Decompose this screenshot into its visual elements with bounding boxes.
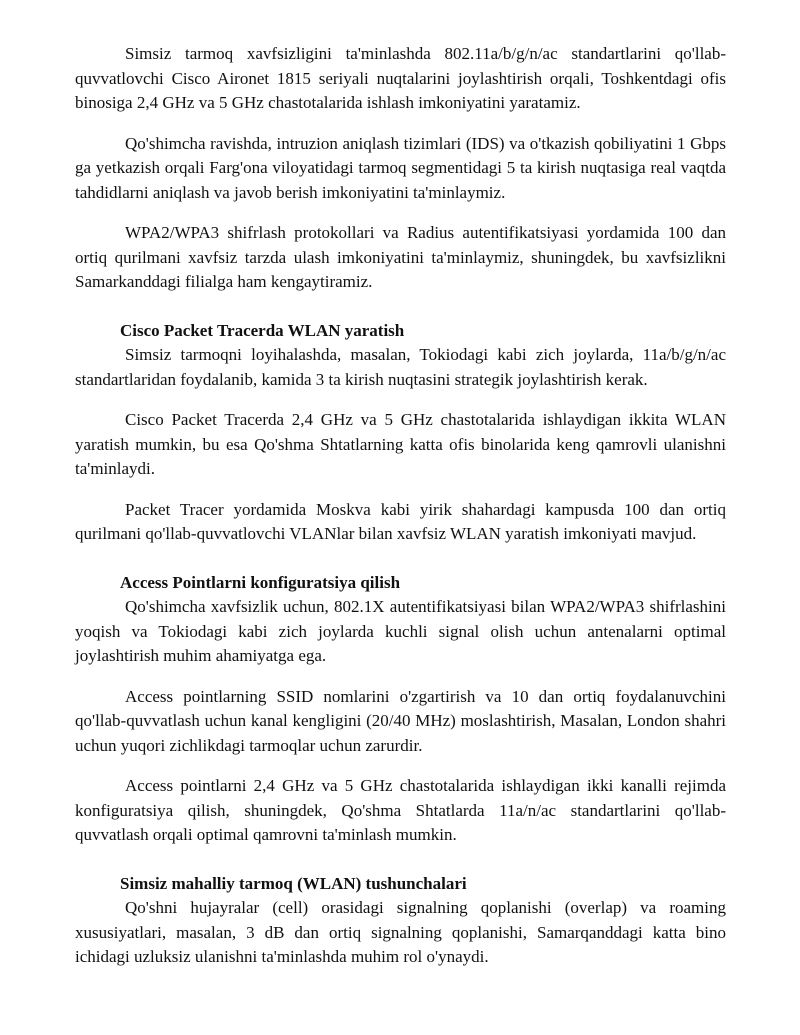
section-heading-wlan-concepts: Simsiz mahalliy tarmoq (WLAN) tushunchalari [120,873,467,893]
paragraph-wlan-concepts-1: Qo'shni hujayralar (cell) orasidagi signalning qoplanishi (overlap) va roaming xususiyatlari, masalan, 3 dB dan ortiq signalning qoplanishi, Samarqanddagi katta bino ichidagi uzluksiz ulanishni ta'minlashda muhim rol o'ynaydi. [75,898,726,966]
paragraph-intro-1: Simsiz tarmoq xavfsizligini ta'minlashda 802.11a/b/g/n/ac standartlarini qo'llab-quvvatlovchi Cisco Aironet 1815 seriyali nuqtalarini joylashtirish orqali, Toshkentdagi ofis binosiga 2,4 GHz va 5 GHz chastotalarida ishlash imkoniyatini yaratamiz. [75,44,726,112]
paragraph-packet-tracer-3: Packet Tracer yordamida Moskva kabi yirik shahardagi kampusda 100 dan ortiq qurilmani qo'llab-quvvatlovchi VLANlar bilan xavfsiz WLAN yaratish imkoniyati mavjud. [75,499,726,543]
paragraph-packet-tracer-2: Cisco Packet Tracerda 2,4 GHz va 5 GHz chastotalarida ishlaydigan ikkita WLAN yaratish mumkin, bu esa Qo'shma Shtatlarning katta ofis binolarida keng qamrovli ulanishni ta'minlaydi. [75,410,726,478]
document-page [75,42,726,970]
paragraph-intro-2: Qo'shimcha ravishda, intruzion aniqlash tizimlari (IDS) va o'tkazish qobiliyatini 1 Gbps ga yetkazish orqali Farg'ona viloyatidagi tarmoq segmentidagi 5 ta kirish nuqtasiga real vaqtda tahdidlarni aniqlash va javob berish imkoniyatini ta'minlaymiz. [75,133,726,202]
paragraph-access-points-1: Qo'shimcha xavfsizlik uchun, 802.1X autentifikatsiyasi bilan WPA2/WPA3 shifrlashini yoqish va Tokiodagi kabi zich joylarda kuchli signal olish uchun antenalarni optimal joylashtirish muhim ahamiyatga ega. [75,597,726,665]
section-heading-access-points: Access Pointlarni konfiguratsiya qilish [120,572,401,592]
paragraph-intro-3: WPA2/WPA3 shifrlash protokollari va Radius autentifikatsiyasi yordamida 100 dan ortiq qurilmani xavfsiz tarzda ulash imkoniyatini ta'minlaymiz, shuningdek, bu xavfsizlikni Samarkanddagi filialga ham kengaytiramiz. [75,223,726,291]
section-heading-packet-tracer: Cisco Packet Tracerda WLAN yaratish [120,320,405,340]
paragraph-access-points-2: Access pointlarning SSID nomlarini o'zgartirish va 10 dan ortiq foydalanuvchini qo'llab-quvvatlash uchun kanal kengligini (20/40 MHz) moslashtirish, Masalan, London shahri uchun yuqori zichlikdagi tarmoqlar uchun zarurdir. [75,686,726,755]
paragraph-access-points-3: Access pointlarni 2,4 GHz va 5 GHz chastotalarida ishlaydigan ikki kanalli rejimda konfiguratsiya qilish, shuningdek, Qo'shma Shtatlarda 11a/n/ac standartlarini qo'llab-quvvatlash orqali optimal qamrovni ta'minlash mumkin. [75,776,726,844]
paragraph-packet-tracer-1: Simsiz tarmoqni loyihalashda, masalan, Tokiodagi kabi zich joylarda, 11a/b/g/n/ac standartlaridan foydalanib, kamida 3 ta kirish nuqtasini strategik joylashtirish kerak. [75,345,726,389]
